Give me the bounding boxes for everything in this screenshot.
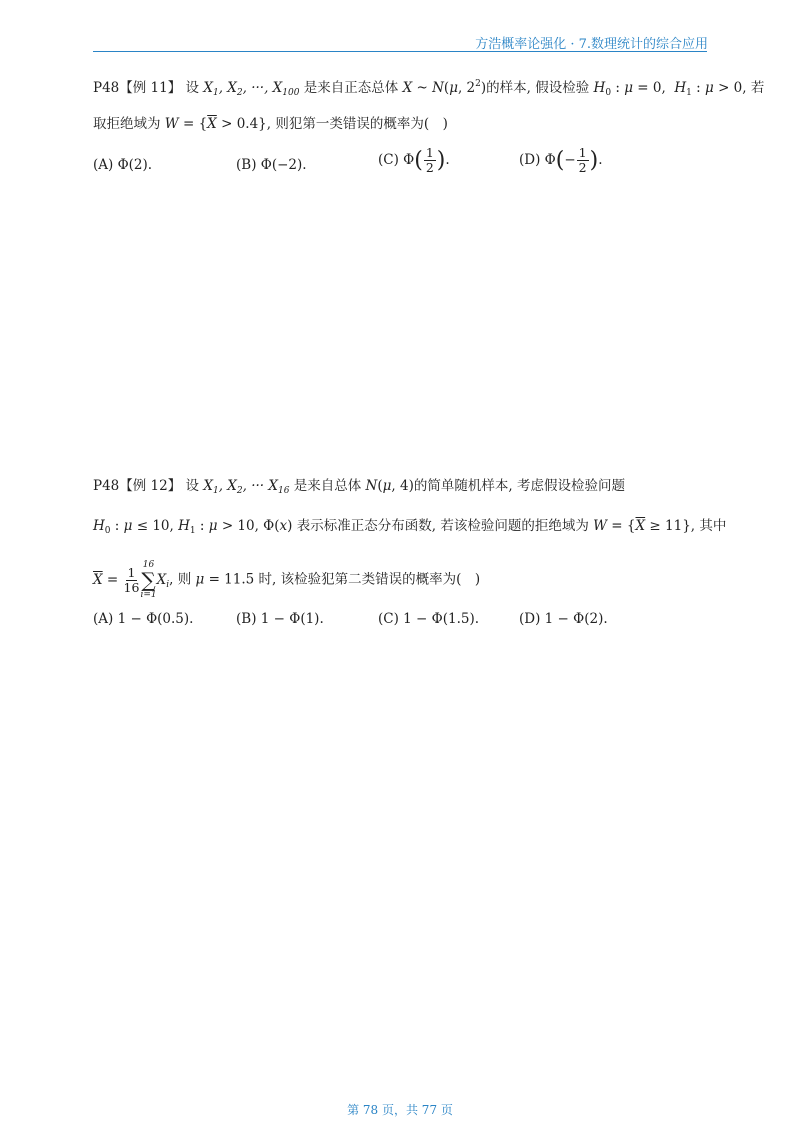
formula-rejection-region: $W = \{\overline{X} \ge 11\}$	[593, 518, 691, 534]
example-12-line-3	[93, 560, 480, 600]
example-11-tag: P48【例 11】	[93, 80, 182, 96]
example-11-line2-suffix: , 则犯第一类错误的概率为( )	[266, 116, 448, 132]
option-label: (B)	[236, 157, 257, 173]
formula-mu-value: μ = 11.5	[195, 571, 255, 588]
option-label: (D)	[519, 611, 541, 627]
option-value: 1 − Φ(2).	[544, 611, 608, 627]
example-12-sample-tail: 的简单随机样本, 考虑假设检验问题	[413, 478, 625, 494]
formula-sample-mean: $\overline{X}$ = $\frac{1}{16}$ 16 ∑ i=1 $X_i$	[93, 560, 170, 600]
option-value: Φ( $\frac{1}{2}$ ).	[403, 145, 450, 175]
example-11-sample-text: 是来自正态总体	[303, 80, 399, 96]
example-11-sample-tail: 的样本, 假设检验	[486, 80, 590, 96]
formula-hypotheses: $H_0$ : μ = 0, $H_1$ : μ > 0	[593, 80, 743, 98]
option-value: Φ(2).	[117, 157, 153, 173]
example-12-option-b	[236, 611, 324, 627]
formula-rejection-region: $W = \{\overline{X} > 0.4\}$	[164, 116, 267, 132]
option-label: (A)	[93, 157, 114, 173]
example-12-tag: P48【例 12】	[93, 478, 182, 494]
option-value: 1 − Φ(1.5).	[403, 611, 480, 627]
header-rule	[93, 51, 707, 52]
example-12-line2-mid: 表示标准正态分布函数, 若该检验问题的拒绝域为	[296, 518, 589, 534]
example-11-option-a	[93, 157, 152, 173]
example-11-intro: 设	[185, 80, 200, 96]
formula-sample: $X_1$, $X_2$, ··· $X_{16}$	[203, 478, 290, 496]
example-11-line-2	[93, 114, 448, 134]
example-12-line-1	[93, 476, 625, 501]
option-value: 1 − Φ(0.5).	[117, 611, 194, 627]
example-11-line-1	[93, 74, 764, 103]
option-value: 1 − Φ(1).	[260, 611, 324, 627]
option-label: (D)	[519, 152, 541, 168]
example-12-option-c	[378, 611, 479, 627]
example-11-tail-comma: , 若	[742, 80, 765, 96]
example-12-option-d	[519, 611, 608, 627]
option-label: (C)	[378, 611, 399, 627]
example-12-line-2	[93, 516, 726, 541]
option-label: (C)	[378, 152, 399, 168]
option-value: Φ(− $\frac{1}{2}$ ).	[544, 145, 603, 175]
example-12-option-a	[93, 611, 193, 627]
example-11-option-b	[236, 157, 307, 173]
example-12-line2-suffix: , 其中	[690, 518, 727, 534]
example-12-line3-mid: , 则	[169, 571, 192, 588]
formula-sample: $X_1$, $X_2$, ···, $X_{100}$	[203, 80, 300, 98]
option-value: Φ(−2).	[260, 157, 307, 173]
example-12-sample-text: 是来自总体	[293, 478, 362, 494]
formula-hypotheses: $H_0$ : μ ≤ 10, $H_1$ : μ > 10, Φ(x)	[93, 518, 293, 536]
example-11-option-c	[378, 146, 450, 175]
option-label: (B)	[236, 611, 257, 627]
formula-distribution: X ~ N(μ, $2^2$)	[402, 79, 487, 96]
option-label: (A)	[93, 611, 114, 627]
example-12-intro: 设	[185, 478, 200, 494]
page-footer: 第 78 页，共 77 页	[347, 1103, 453, 1117]
example-11-option-d	[519, 146, 602, 175]
formula-distribution: N(μ, 4)	[365, 478, 414, 494]
example-11-line2-prefix: 取拒绝域为	[93, 116, 161, 132]
example-12-line3-suffix: 时, 该检验犯第二类错误的概率为( )	[258, 571, 481, 588]
running-header-title: 方浩概率论强化 · 7.数理统计的综合应用	[475, 37, 708, 52]
